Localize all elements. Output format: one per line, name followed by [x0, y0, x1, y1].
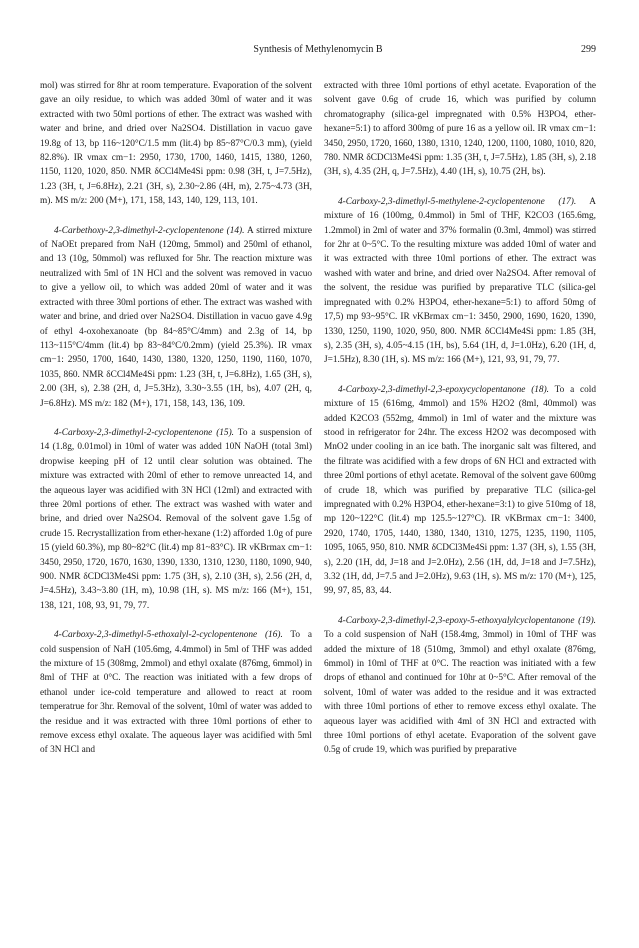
paragraph	[40, 79, 312, 209]
paragraph-body: To a cold suspension of NaH (158.4mg, 3mmol) in 10ml of THF was added the mixture of 18 (510mg, 3mmol) and ethyl oxalate (876mg, 6mmol) in 10ml of THF at 0°C. The reaction was initiated with a few drops of ethanol and continued for 10hr at 0~5°C. After removal of the solvent, 10ml of water was added to the residue and it was extracted with three 10ml portions of ether to remove excess ethyl oxalate. The aqueous layer was acidified with 4ml of 3N HCl and extracted with three 10ml portions of ethyl acetate. Evaporation of the solvent gave 0.5g of crude 19, which was purified by preparative	[324, 630, 596, 756]
compound-heading: 4-Carboxy-2,3-dimethyl-2,3-epoxy-5-ethoxyalylcyclopentanone (19).	[338, 615, 596, 626]
compound-heading: 4-Carboxy-2,3-dimethyl-2,3-epoxycyclopentanone (18).	[338, 384, 550, 395]
paragraph	[40, 426, 312, 613]
paragraph	[40, 628, 312, 758]
paragraph	[324, 79, 596, 180]
paragraph	[324, 383, 596, 599]
paragraph	[324, 614, 596, 758]
compound-heading: 4-Carboxy-2,3-dimethyl-5-ethoxalyl-2-cyclopentenone (16).	[54, 630, 283, 641]
left-column	[40, 79, 312, 758]
right-column	[324, 79, 596, 758]
compound-heading: 4-Carboxy-2,3-dimethyl-2-cyclopentenone (15).	[54, 427, 235, 438]
paragraph-body: extracted with three 10ml portions of ethyl acetate. Evaporation of the solvent gave 0.6g of crude 16, which was purified by column chromatography (silica-gel impregnated with 0.5% H3PO4, ether-hexane=5:1) to afford 300mg of pure 16 as a yellow oil. IR νmax cm−1: 3450, 2950, 1720, 1660, 1380, 1310, 1240, 1200, 1100, 1080, 1010, 820, 780. NMR δCDCl3Me4Si ppm: 1.35 (3H, t, J=7.5Hz), 1.85 (3H, s), 2.18 (3H, s), 4.35 (2H, q, J=7.5Hz), 4.40 (1H, s), 10.75 (2H, bs).	[324, 81, 596, 178]
paragraph	[40, 224, 312, 411]
paragraph-body: To a cold mixture of 15 (616mg, 4mmol) and 15% H2O2 (8ml, 40mmol) was added K2CO3 (552mg, 4mmol) in 1ml of water and the mixture was stood in refrigerator for 24hr. The excess H2O2 was decomposed with MnO2 under cooling in an ice bath. The inorganic salt was filtered, and the filtrate was acidified with a few drops of 6N HCl and extracted with three 20ml portions of ethyl acetate. Removal of the solvent gave 600mg of crude 18, which was purified by preparative TLC (silica-gel impregnated with 0.2% H3PO4, ether-hexane=3:1) to give 510mg of 18, mp 120~122°C (lit.4) mp 125.5~127°C). IR νKBrmax cm−1: 3400, 2920, 1740, 1705, 1440, 1380, 1340, 1310, 1275, 1235, 1190, 1105, 1095, 1065, 950, 810. NMR δCDCl3Me4Si ppm: 1.37 (3H, s), 1.55 (3H, s), 2.20 (1H, dd, J=18 and J=2.0Hz), 2.56 (1H, dd, J=18 and J=7.5Hz), 3.32 (1H, dd, J=7.5 and J=2.0Hz), 9.63 (1H, s). MS m/z: 170 (M+), 125, 99, 97, 85, 83, 44.	[324, 384, 596, 597]
paragraph-body: A stirred mixture of NaOEt prepared from NaH (120mg, 5mmol) and 250ml of ethanol, and 13 (10g, 50mmol) was refluxed for 5hr. The reaction mixture was neutralized with 5ml of 1N HCl and the solvent was removed in vacuo to give a yellow oil, to which was added 20ml of water and it was extracted with three 30ml portions of ether. The extract was washed with water and brine, and dried over Na2SO4. Distillation in vacuo gave 4.9g of ethyl 4-oxohexanoate (bp 84~85°C/4mm) and 2.3g of 14, bp 113~115°C/4mm (lit.4) bp 83~84°C/0.2mm) (yield 25.3%). IR νmax cm−1: 2950, 1700, 1640, 1430, 1380, 1320, 1250, 1190, 1160, 1070, 1035, 860. NMR δCCl4Me4Si ppm: 1.23 (3H, t, J=6.8Hz), 1.65 (3H, s), 2.00 (3H, s), 2.38 (2H, d, J=5.3Hz), 3.30~3.55 (1H, bs), 4.07 (2H, q, J=6.8Hz). MS m/z: 182 (M+), 171, 158, 143, 136, 109.	[40, 225, 312, 409]
running-title: Synthesis of Methylenomycin B	[253, 44, 383, 55]
paragraph	[324, 195, 596, 368]
compound-heading: 4-Carbethoxy-2,3-dimethyl-2-cyclopentenone (14).	[54, 225, 245, 236]
page-header	[40, 44, 596, 60]
paragraph-body: To a cold suspension of NaH (105.6mg, 4.4mmol) in 5ml of THF was added the mixture of 15 (308mg, 2mmol) and ethyl oxalate (876mg, 6mmol) in 8ml of THF at 0°C. The reaction was initiated with a few drops of ethanol under ice-cold temperature and allowed to react at room temperatrue for 3hr. Removal of the solvent, 10ml of water was added to the residue and it was extracted with three 10ml portions of ether to remove excess ethyl oxalate. The aqueous layer was acidified with 5ml of 3N HCl and	[40, 630, 312, 756]
compound-heading: 4-Carboxy-2,3-dimethyl-5-methylene-2-cyclopentenone (17).	[338, 196, 577, 207]
paragraph-body: A mixture of 16 (100mg, 0.4mmol) in 5ml of THF, K2CO3 (165.6mg, 1.2mmol) in 2ml of water and 37% formalin (0.3ml, 4mmol) was stirred for 2hr at 0~5°C. To the resulting mixture was added 10ml of water and it was extracted with three 10ml portions of ether. The extract was washed with water and brine, and dried over Na2SO4. After removal of the solvent, the residue was purified by preparative TLC (silica-gel impregnated with 0.2% H3PO4, ether-hexane=5:1) to afford 50mg of 17,5) mp 93~95°C. IR νKBrmax cm−1: 3450, 2900, 1690, 1620, 1390, 1330, 1250, 1190, 1020, 950, 800. NMR δCCl4Me4Si ppm: 1.85 (3H, s), 2.35 (3H, s), 4.05~4.15 (1H, bs), 5.64 (1H, d, J=1.0Hz), 6.20 (1H, d, J=1.5Hz), 8.30 (1H, s). MS m/z: 166 (M+), 121, 93, 91, 79, 77.	[324, 196, 596, 366]
page-number: 299	[581, 44, 596, 55]
paragraph-body: mol) was stirred for 8hr at room temperature. Evaporation of the solvent gave an oily residue, to which was added 30ml of water and it was extracted with two 50ml portions of ether. The extract was washed with water and brine, and dried over Na2SO4. Distillation in vacuo gave 19.8g of 13, bp 116~120°C/1.5 mm (lit.4) bp 85~87°C/0.3 mm), (yield 82.8%). IR νmax cm−1: 2950, 1730, 1700, 1460, 1415, 1380, 1260, 1150, 1120, 1020, 850. NMR δCCl4Me4Si ppm: 0.98 (3H, t, J=7.5Hz), 1.23 (3H, t, J=6.8Hz), 2.21 (3H, s), 2.30~2.86 (4H, m), 2.75~4.73 (3H, m). MS m/z: 200 (M+), 171, 158, 143, 140, 129, 113, 101.	[40, 81, 312, 207]
paragraph-body: To a suspension of 14 (1.8g, 0.01mol) in 10ml of water was added 10N NaOH (total 3ml) dropwise keeping pH of 12 until clear solution was obtained. The mixture was extracted with 20ml of ether to remove unreacted 14, and the aqueous layer was acidified with 3N HCl (12ml) and extracted with three 20ml portions of ether. The extract was washed with water and brine, and dried over Na2SO4. Removal of the solvent gave 1.5g of crude 15. Recrystallization from ether-hexane (1:2) afforded 1.0g of pure 15 (yield 60.3%), mp 80~82°C (lit.4) mp 81~83°C). IR νKBrmax cm−1: 3450, 2950, 1720, 1670, 1630, 1390, 1330, 1310, 1230, 1180, 1090, 940, 900. NMR δCDCl3Me4Si ppm: 1.75 (3H, s), 2.10 (3H, s), 2.56 (2H, d, J=4.5Hz), 3.43~3.80 (1H, m), 10.98 (1H, s). MS m/z: 166 (M+), 151, 138, 121, 108, 93, 91, 79, 77.	[40, 427, 312, 611]
